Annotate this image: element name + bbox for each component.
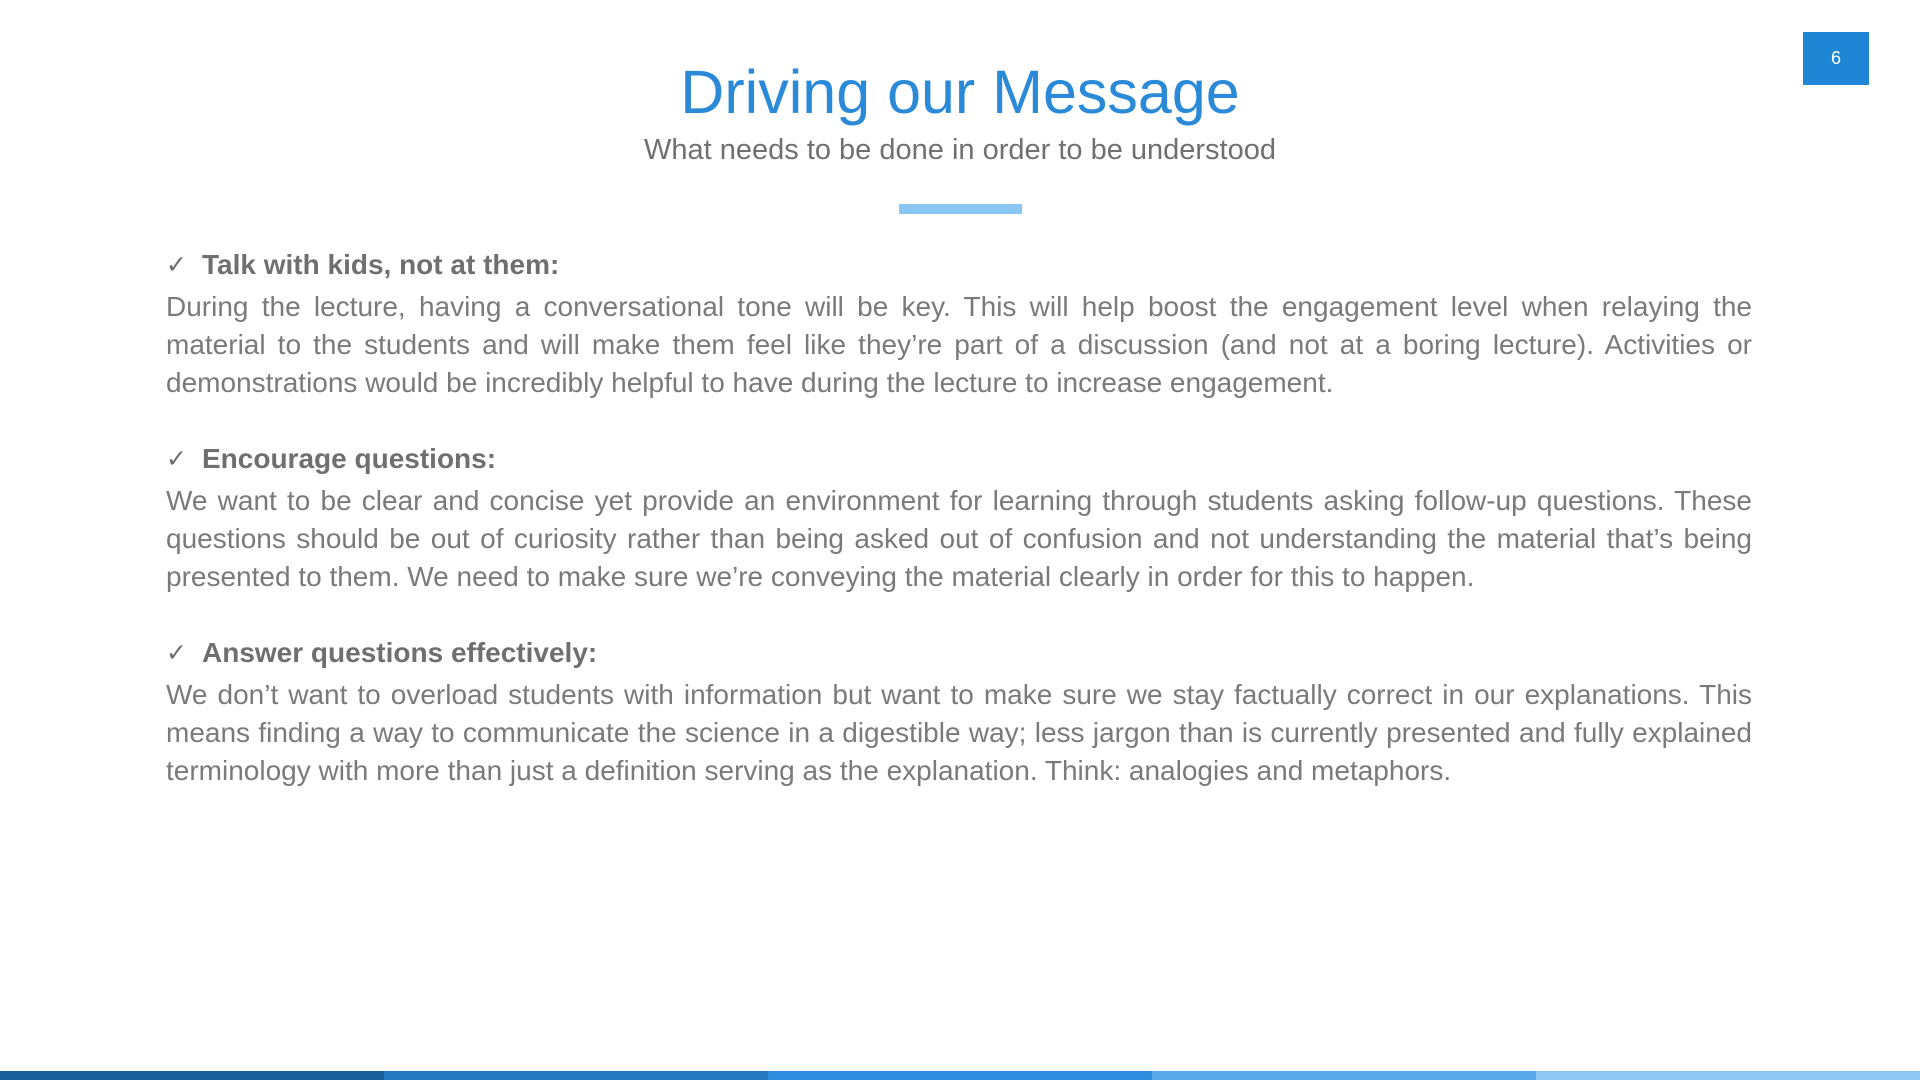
section-heading-text: Encourage questions: [202, 443, 497, 474]
page-title: Driving our Message [680, 58, 1240, 126]
footer-segment-4 [1152, 1071, 1536, 1080]
content-list [166, 243, 1752, 825]
footer-segment-5 [1536, 1071, 1920, 1080]
section-heading [166, 243, 1752, 287]
footer-segment-2 [384, 1071, 768, 1080]
section-body: We want to be clear and concise yet provide an environment for learning through students asking follow-up questions. These questions should be out of curiosity rather than being asked out of confusion and not understanding the material that’s being presented to them. We need to make sure we’re conveying the material clearly in order for this to happen. [166, 485, 1752, 592]
checkmark-icon: ✓ [166, 445, 187, 473]
footer-color-bar [0, 1071, 1920, 1080]
checkmark-icon: ✓ [166, 251, 187, 279]
section-body: We don’t want to overload students with information but want to make sure we stay factually correct in our explanations. This means finding a way to communicate the science in a digestible way; less jargon than is currently presented and fully explained terminology with more than just a definition serving as the explanation. Think: analogies and metaphors. [166, 679, 1752, 786]
section-talk-with-kids [166, 243, 1752, 402]
section-heading-text: Talk with kids, not at them: [202, 249, 560, 280]
page-number-badge: 6 [1803, 32, 1869, 85]
footer-segment-3 [768, 1071, 1152, 1080]
page-subtitle: What needs to be done in order to be understood [644, 134, 1276, 166]
section-heading-text: Answer questions effectively: [202, 637, 598, 668]
section-body: During the lecture, having a conversational tone will be key. This will help boost the engagement level when relaying the material to the students and will make them feel like they’re part of a discussion (and not at a boring lecture). Activities or demonstrations would be incredibly helpful to have during the lecture to increase engagement. [166, 291, 1752, 398]
title-accent-bar [899, 204, 1022, 214]
section-encourage-questions [166, 437, 1752, 596]
checkmark-icon: ✓ [166, 639, 187, 667]
section-answer-questions [166, 631, 1752, 790]
footer-segment-1 [0, 1071, 384, 1080]
section-heading [166, 631, 1752, 675]
section-heading [166, 437, 1752, 481]
